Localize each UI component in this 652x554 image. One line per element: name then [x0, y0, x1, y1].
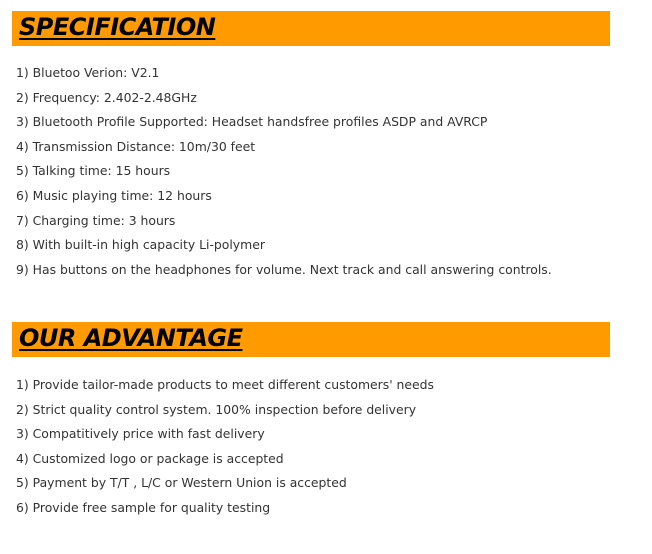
spec-item: 8) With built-in high capacity Li-polymer: [16, 237, 265, 253]
advantage-item: 5) Payment by T/T , L/C or Western Union is accepted: [16, 475, 347, 491]
spec-item: 7) Charging time: 3 hours: [16, 212, 176, 228]
specification-list: [12, 61, 610, 282]
advantage-item: 1) Provide tailor-made products to meet different customers' needs: [16, 377, 434, 392]
spec-item: 3) Bluetooth Profile Supported: Headset handsfree profiles ASDP and AVRCP: [16, 114, 488, 130]
spec-item: 2) Frequency: 2.402-2.48GHz: [16, 89, 197, 105]
advantage-item: 4) Customized logo or package is accepted: [16, 450, 284, 466]
specification-banner: [12, 11, 610, 46]
spec-item: 5) Talking time: 15 hours: [16, 163, 171, 179]
advantage-section: [12, 322, 610, 521]
spec-item: 6) Music playing time: 12 hours: [16, 187, 212, 203]
specification-section: [12, 11, 610, 282]
advantage-item: 3) Compatitively price with fast delivery: [16, 426, 265, 442]
advantage-item: 2) Strict quality control system. 100% inspection before delivery: [16, 401, 417, 417]
advantage-item: 6) Provide free sample for quality testing: [16, 499, 271, 515]
specification-title: SPECIFICATION: [19, 13, 216, 41]
advantage-banner: [12, 322, 610, 357]
spec-item: 1) Bluetoo Verion: V2.1: [16, 65, 160, 80]
spec-item: 9) Has buttons on the headphones for volume. Next track and call answering controls.: [16, 261, 552, 277]
spec-item: 4) Transmission Distance: 10m/30 feet: [16, 138, 256, 154]
advantage-title: OUR ADVANTAGE: [19, 324, 243, 352]
advantage-list: [12, 373, 610, 521]
